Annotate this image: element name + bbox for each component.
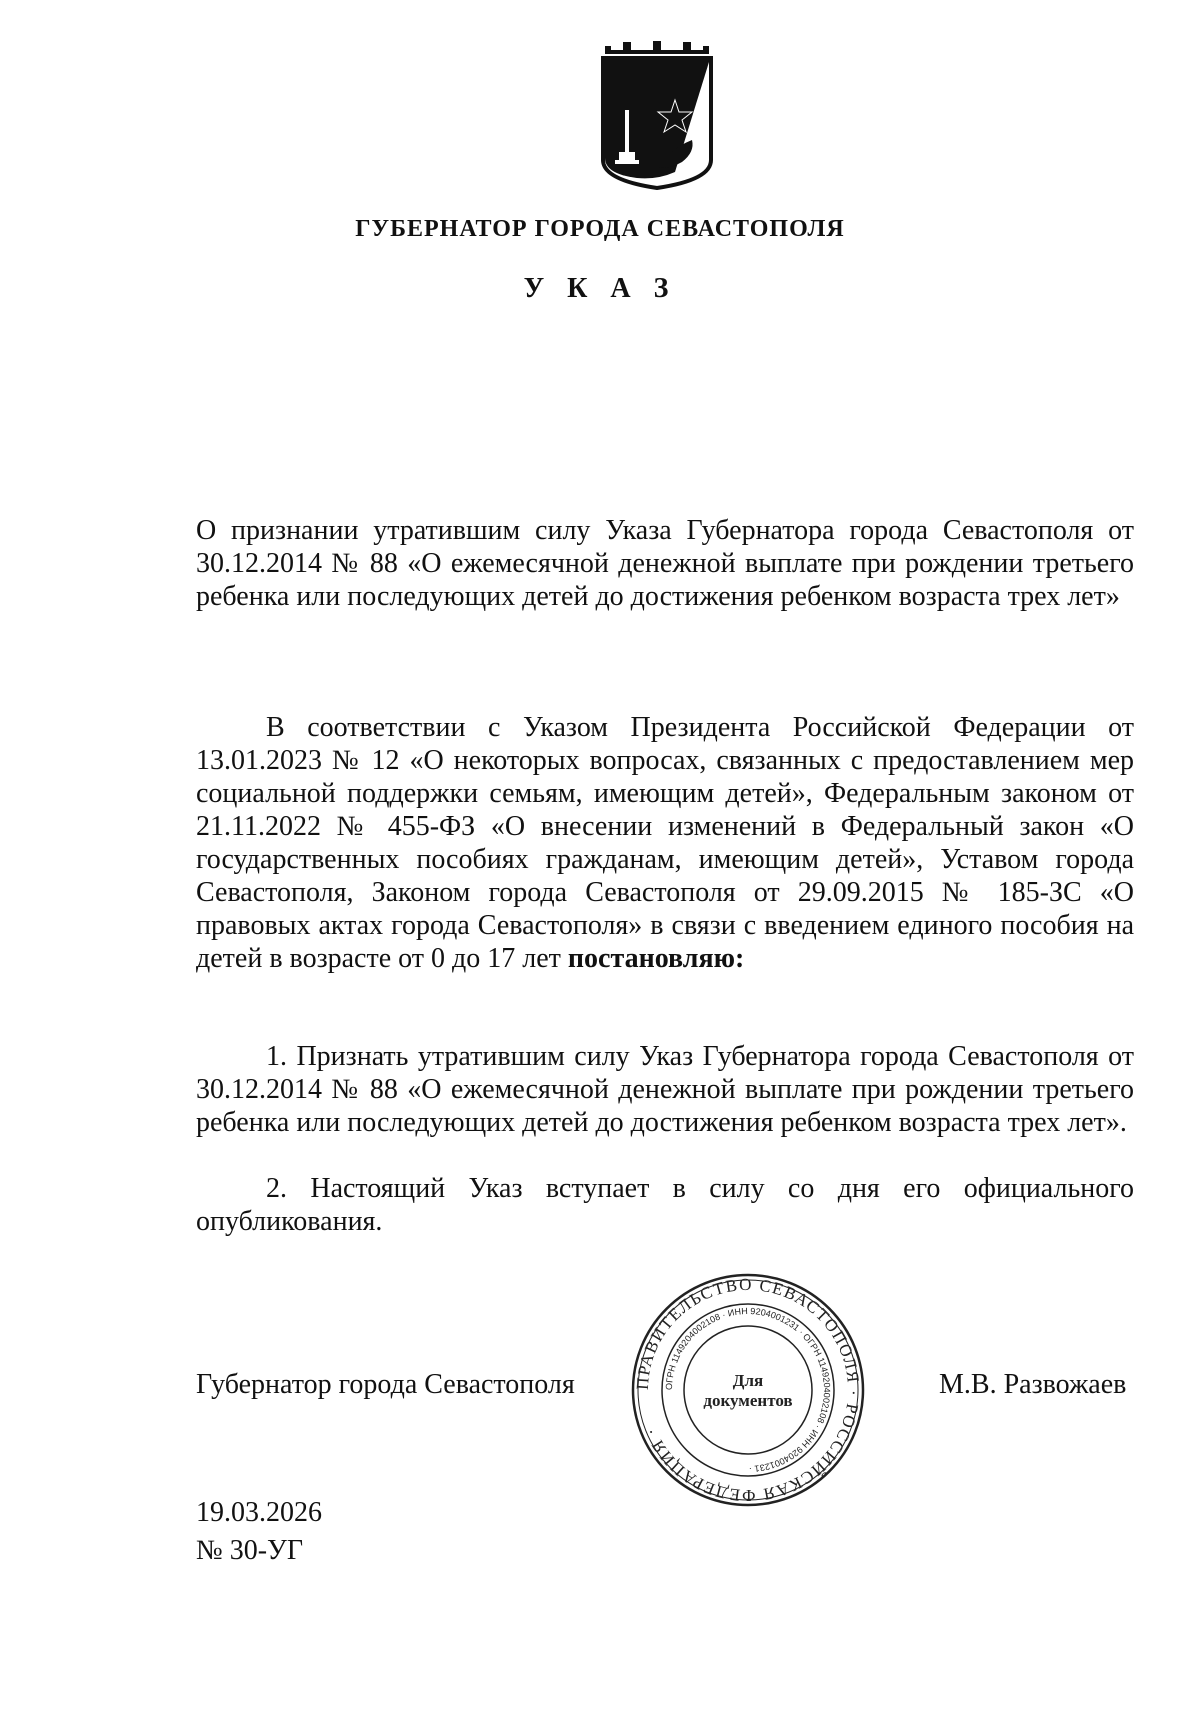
official-seal [628,1270,868,1510]
decree-item-1: 1. Признать утратившим силу Указ Губернатора города Севастополя от 30.12.2014 № 88 «О ежемесячной денежной выплате при рождении третьего ребенка или последующих детей до достижения ребенком возраста трех лет». [196,1041,1134,1138]
preamble-text: В соответствии с Указом Президента Российской Федерации от 13.01.2023 № 12 «О некоторых вопросах, связанных с предоставлением мер социальной поддержки семьям, имеющим детей», Федеральным законом от 21.11.2022 № 455-ФЗ «О внесении изменений в Федеральный закон «О государственных пособиях гражданам, имеющим детей», Уставом города Севастополя, Законом города Севастополя от 29.09.2015 № 185-ЗС «О правовых актах города Севастополя» в связи с введением единого пособия на детей в возрасте от 0 до 17 лет [196,712,1134,974]
seal-outer-text: ПРАВИТЕЛЬСТВО СЕВАСТОПОЛЯ · РОССИЙСКАЯ ФЕДЕРАЦИЯ · [632,1274,864,1506]
seal-inner-text: ОГРН 1149204002108 · ИНН 9204001231 · ОГРН 1149204002108 · ИНН 9204001231 · [663,1305,833,1475]
decree-item-2: 2. Настоящий Указ вступает в силу со дня его официального опубликования. [196,1173,1134,1237]
organization-title: ГУБЕРНАТОР ГОРОДА СЕВАСТОПОЛЯ [355,216,845,242]
signatory-position: Губернатор города Севастополя [196,1369,575,1400]
city-emblem [597,40,717,190]
document-footer [196,1494,322,1570]
decree-preamble [196,711,1134,975]
decree-subject: О признании утратившим силу Указа Губернатора города Севастополя от 30.12.2014 № 88 «О ежемесячной денежной выплате при рождении третьего ребенка или последующих детей до достижения ребенком возраста трех лет» [196,515,1134,612]
decree-word: постановляю: [567,943,745,974]
document-type: У К А З [523,273,677,304]
seal-center-line-2: документов [703,1391,793,1410]
seal-center-line-1: Для [732,1371,764,1390]
document-date: 19.03.2026 [196,1497,322,1528]
document-number: № 30-УГ [196,1535,304,1566]
signatory-name: М.В. Развожаев [939,1369,1127,1400]
